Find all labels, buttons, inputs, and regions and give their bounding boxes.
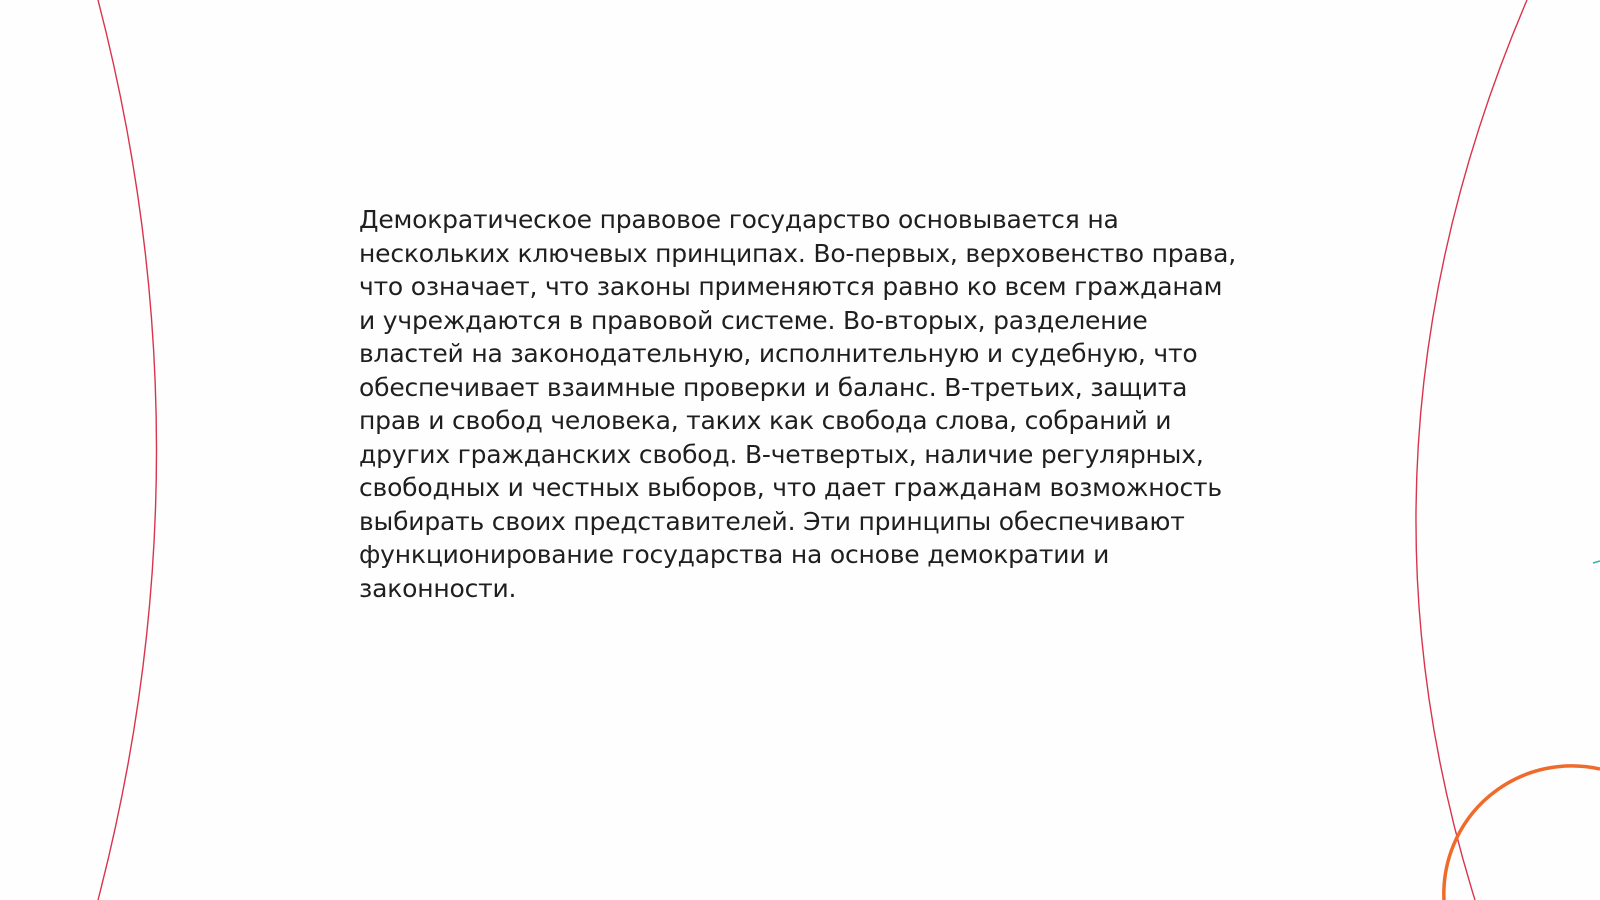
- slide-body-text: Демократическое правовое государство основывается на нескольких ключевых принципах. Во-первых, верховенство права, что означает, что законы применяются равно ко всем гражданам и учреждаются в правовой системе. Во-вторых, разделение властей на законодательную, исполнительную и судебную, что обеспечивает взаимные проверки и баланс. В-третьих, защита прав и свобод человека, таких как свобода слова, собраний и других гражданских свобод. В-четвертых, наличие регулярных, свободных и честных выборов, что дает гражданам возможность выбирать своих представителей. Эти принципы обеспечивают функционирование государства на основе демократии и законности.: [359, 205, 1236, 603]
- left-arc-decoration: [98, 0, 157, 900]
- right-arc-decoration: [1416, 0, 1527, 900]
- orange-circle-decoration: [1444, 766, 1600, 900]
- teal-accent-decoration: [1593, 561, 1600, 563]
